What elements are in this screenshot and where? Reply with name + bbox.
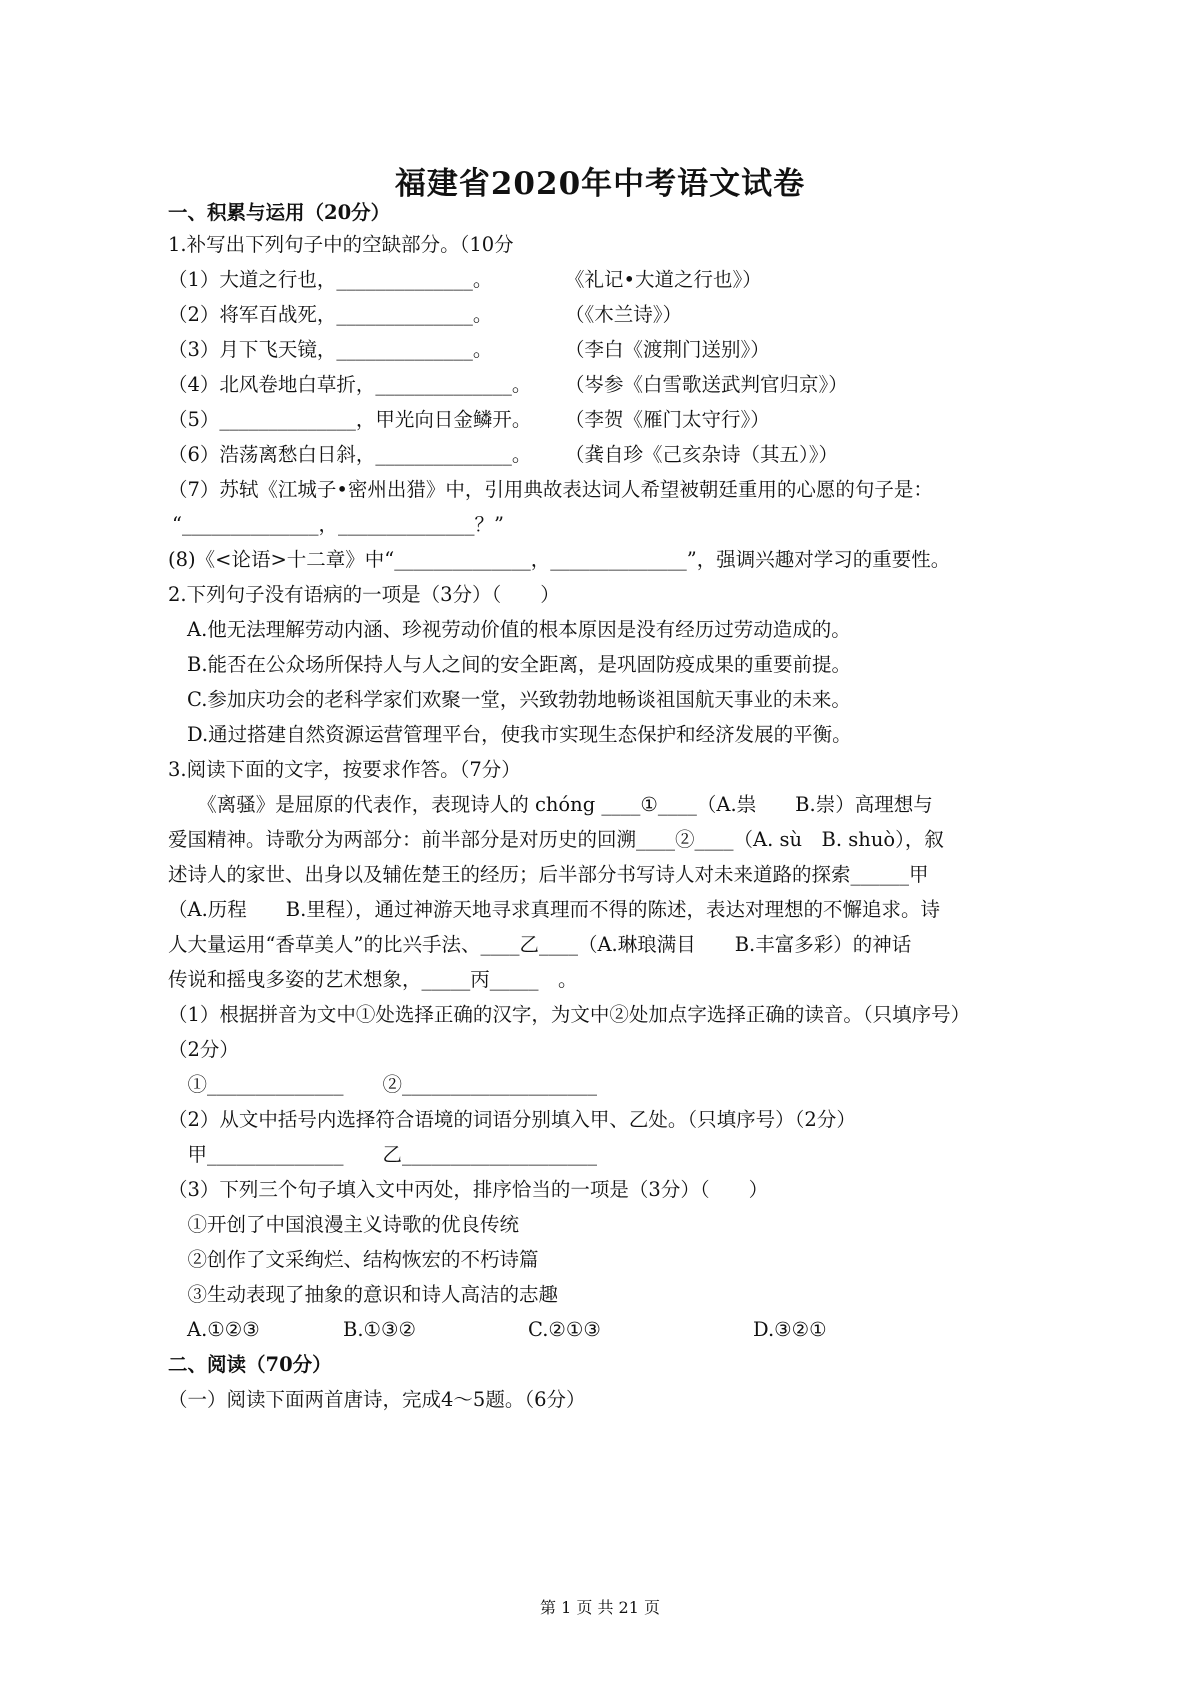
q3-passage-line-4: （A.历程 B.里程），通过神游天地寻求真理而不得的陈述，表达对理想的不懈追求。诗 (168, 898, 941, 921)
q1-item-1-source: 《礼记•大道之行也》） (565, 268, 762, 291)
q1-item-2-source: （《木兰诗》） (565, 303, 683, 326)
q1-item-4: （4）北风卷地白草折，______________。 (168, 373, 532, 396)
q1-item-1: （1）大道之行也，______________。 (168, 268, 493, 291)
q3-choice-c: C.②①③ (528, 1318, 601, 1341)
q3-sub-2: （2）从文中括号内选择符合语境的词语分别填入甲、乙处。（只填序号）（2分） (168, 1108, 856, 1131)
question-1-stem: 1.补写出下列句子中的空缺部分。（10分 (168, 233, 514, 256)
q3-sub-3: （3）下列三个句子填入文中丙处，排序恰当的一项是（3分）（ ） (168, 1178, 769, 1201)
q3-passage-line-3: 述诗人的家世、出身以及辅佐楚王的经历；后半部分书写诗人对未来道路的探索______甲 (168, 863, 929, 886)
page-title: 福建省2020年中考语文试卷 (394, 166, 806, 202)
q1-item-2: （2）将军百战死，______________。 (168, 303, 493, 326)
q1-item-4-source: （岑参《白雪歌送武判官归京》） (565, 373, 848, 396)
question-2-stem: 2.下列句子没有语病的一项是（3分）（ ） (168, 583, 560, 606)
q3-sub-1-line-1: （1）根据拼音为文中①处选择正确的汉字，为文中②处加点字选择正确的读音。（只填序号） (168, 1003, 971, 1026)
q3-sentence-1: ①开创了中国浪漫主义诗歌的优良传统 (168, 1213, 520, 1236)
q3-passage-line-5: 人大量运用“香草美人”的比兴手法、____乙____（A.琳琅满目 B.丰富多彩）的神话 (168, 933, 912, 956)
reading-part-1-stem: （一）阅读下面两首唐诗，完成4～5题。（6分） (168, 1388, 586, 1411)
question-3-stem: 3.阅读下面的文字，按要求作答。（7分） (168, 758, 521, 781)
q3-sub-2-answer: 甲______________ 乙____________________ (168, 1143, 598, 1166)
q1-item-7-line-1: （7）苏轼《江城子•密州出猎》中，引用典故表达词人希望被朝廷重用的心愿的句子是： (168, 478, 933, 501)
q3-sentence-2: ②创作了文采绚烂、结构恢宏的不朽诗篇 (168, 1248, 539, 1271)
q1-item-8: (8)《<论语>十二章》中“______________，______________”，强调兴趣对学习的重要性。 (168, 548, 951, 571)
q1-item-3: （3）月下飞天镜，______________。 (168, 338, 493, 361)
q1-item-6: （6）浩荡离愁白日斜，______________。 (168, 443, 532, 466)
q3-passage-line-2: 爱国精神。诗歌分为两部分：前半部分是对历史的回溯____②____（A. sù B. shuò），叙 (168, 828, 944, 851)
q3-sentence-3: ③生动表现了抽象的意识和诗人高洁的志趣 (168, 1283, 559, 1306)
section-heading-2: 二、阅读（70分） (168, 1353, 332, 1376)
q3-sub-1-answer: ①______________ ②____________________ (168, 1073, 598, 1096)
q3-passage-line-6: 传说和摇曳多姿的艺术想象，_____丙_____ 。 (168, 968, 578, 991)
q3-passage-line-1: 《离骚》是屈原的代表作，表现诗人的 chóng ____①____（A.祟 B.崇）高理想与 (168, 793, 933, 816)
q3-choice-b: B.①③② (343, 1318, 416, 1341)
q1-item-5-source: （李贺《雁门太守行》） (565, 408, 770, 431)
q1-item-6-source: （龚自珍《己亥杂诗（其五）》） (565, 443, 839, 466)
q2-option-c: C.参加庆功会的老科学家们欢聚一堂，兴致勃勃地畅谈祖国航天事业的未来。 (187, 688, 851, 711)
section-heading-1: 一、积累与运用（20分） (168, 201, 391, 224)
q2-option-d: D.通过搭建自然资源运营管理平台，使我市实现生态保护和经济发展的平衡。 (187, 723, 852, 746)
q2-option-b: B.能否在公众场所保持人与人之间的安全距离，是巩固防疫成果的重要前提。 (187, 653, 852, 676)
q1-item-3-source: （李白《渡荆门送别》） (565, 338, 770, 361)
q3-sub-1-line-2: （2分） (168, 1038, 239, 1061)
q3-choice-a: A.①②③ (187, 1318, 260, 1341)
q2-option-a: A.他无法理解劳动内涵、珍视劳动价值的根本原因是没有经历过劳动造成的。 (187, 618, 851, 641)
q3-choice-d: D.③②① (753, 1318, 827, 1341)
q1-item-7-line-2: “______________，______________？” (172, 513, 504, 536)
page-footer: 第 1 页 共 21 页 (540, 1598, 660, 1617)
q1-item-5: （5）______________，甲光向日金鳞开。 (168, 408, 532, 431)
